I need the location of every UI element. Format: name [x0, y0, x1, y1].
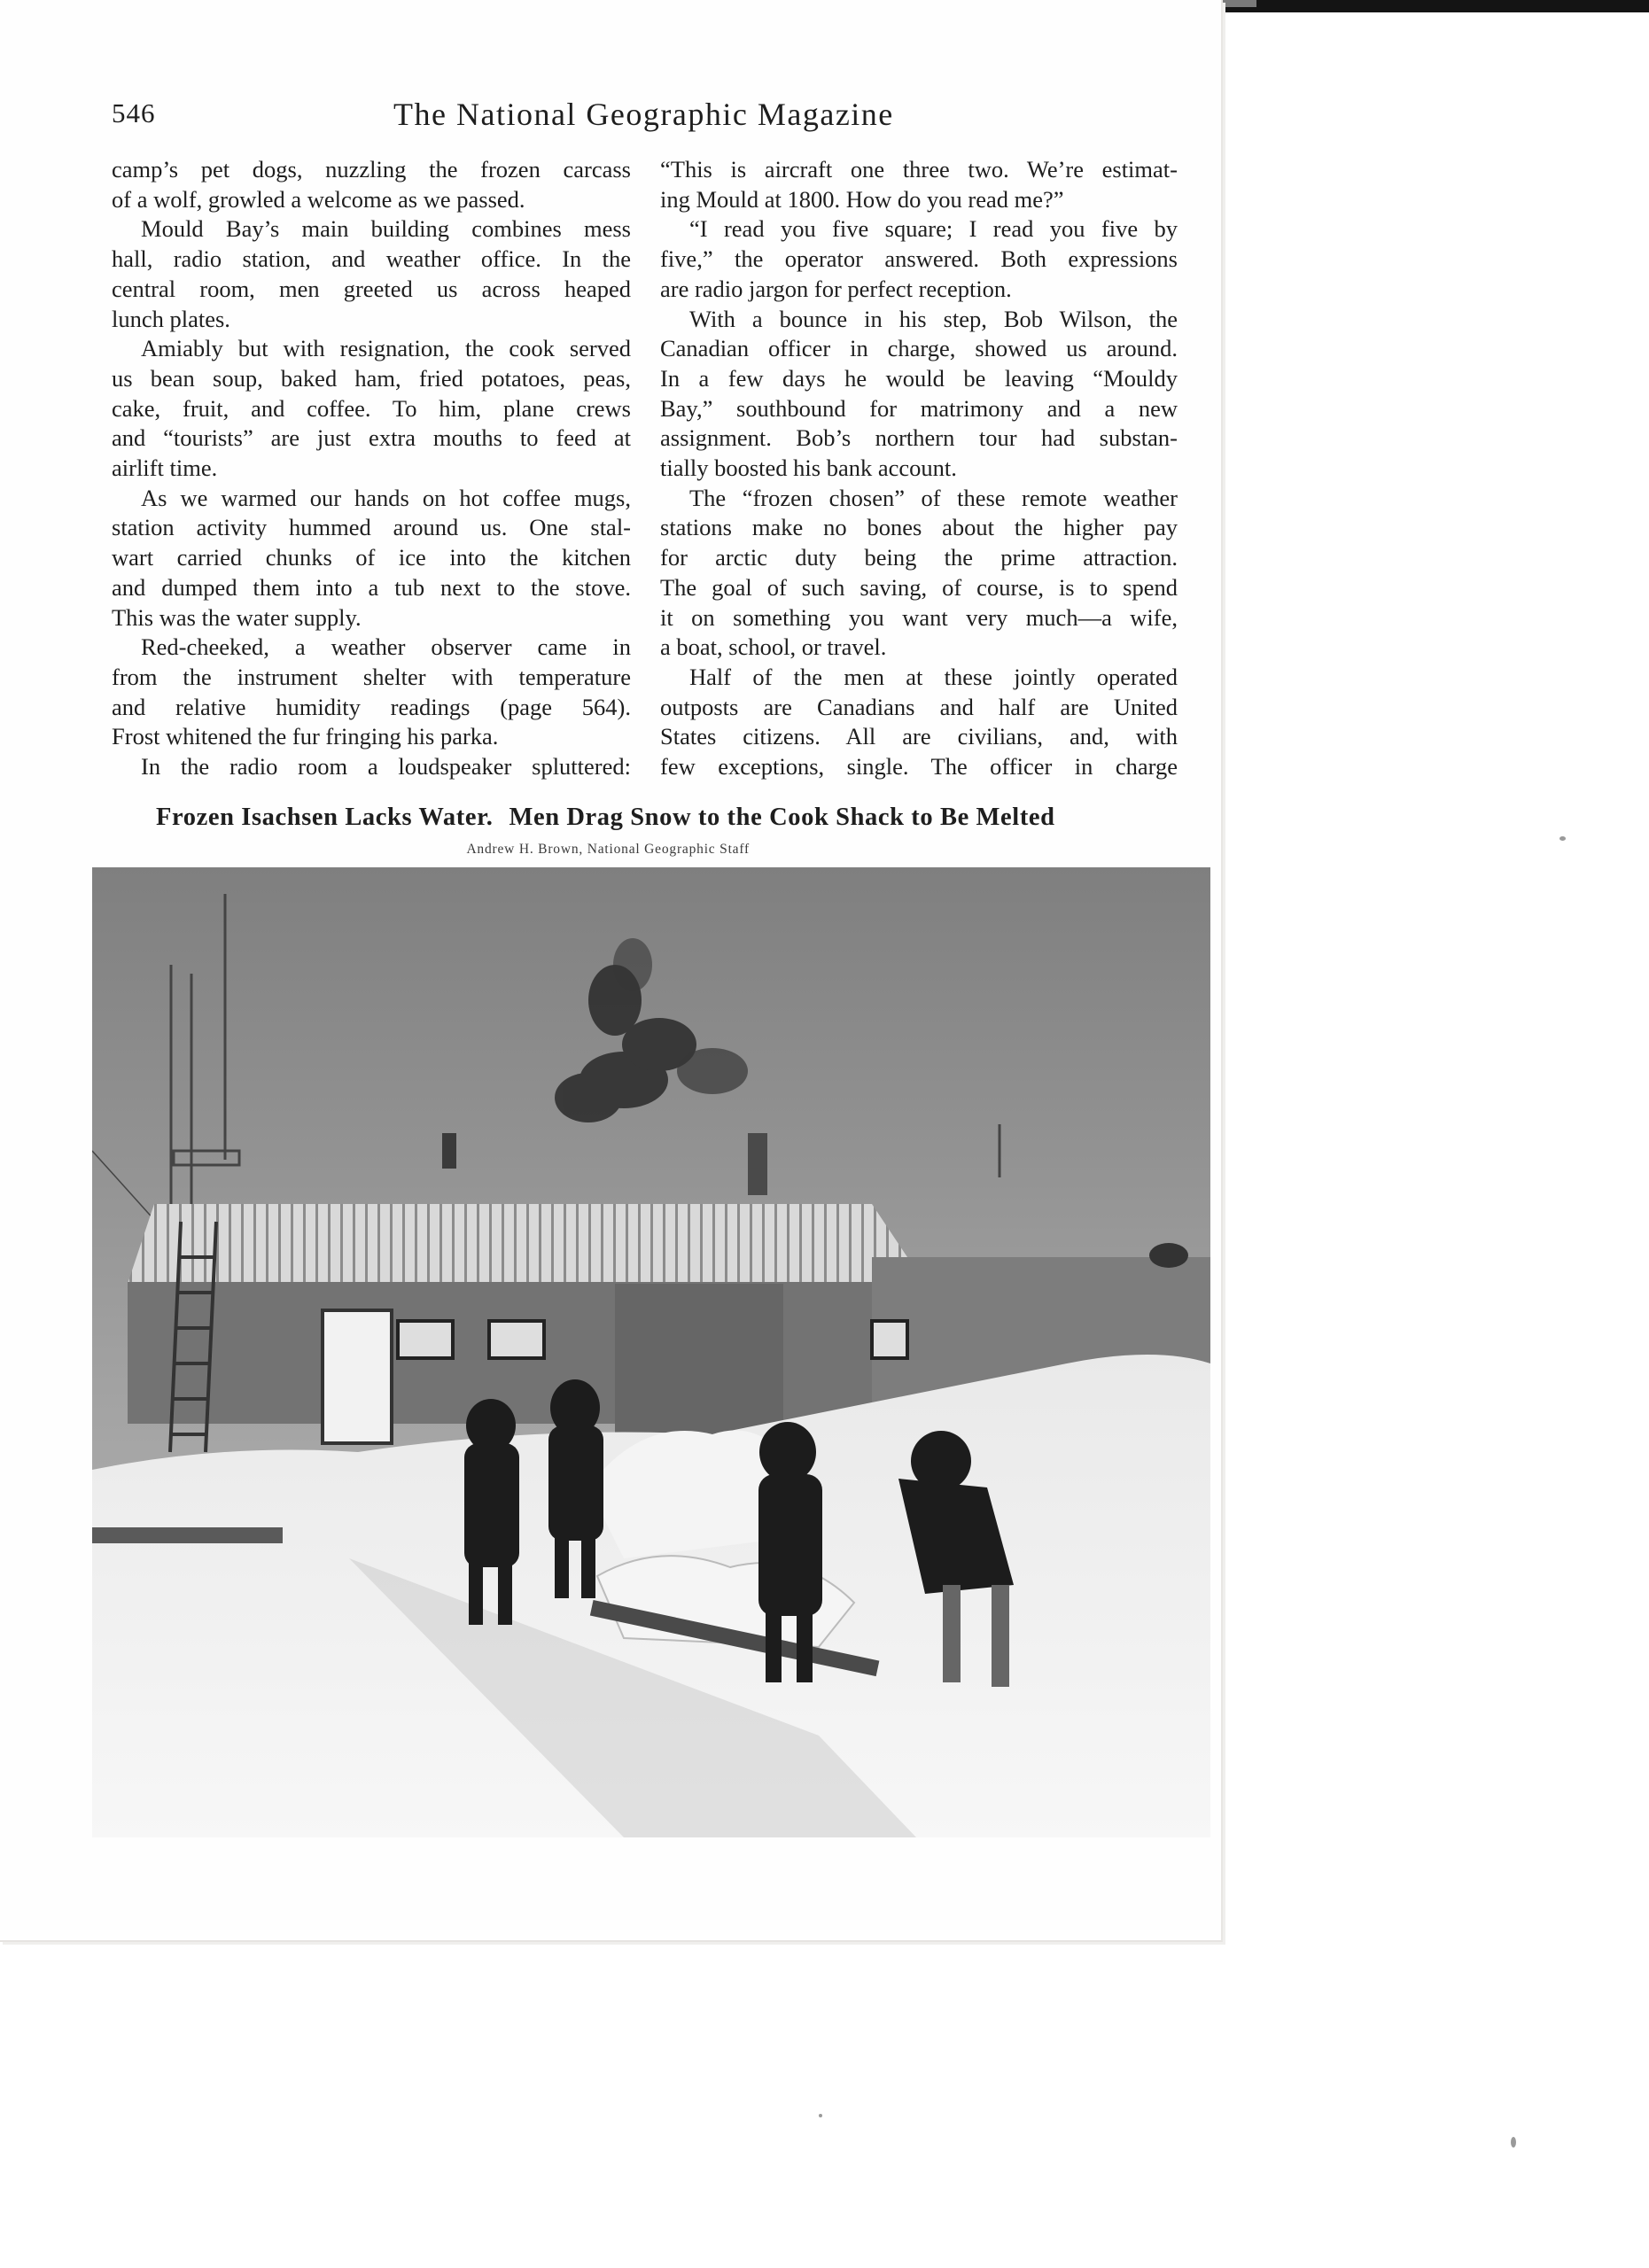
magazine-title: The National Geographic Magazine	[393, 97, 894, 132]
scanner-edge-notch	[1221, 0, 1256, 7]
caption-rest: Men Drag Snow to the Cook Shack to Be Melted	[509, 804, 1055, 831]
text-line: ing Mould at 1800. How do you read me?”	[660, 185, 1064, 213]
text-line: Frost whitened the fur fringing his parka.	[112, 723, 499, 750]
text-line: are radio jargon for perfect reception.	[660, 275, 1012, 302]
text-line: for arctic duty being the prime attraction.	[660, 544, 1178, 571]
text-line: Amiably but with resignation, the cook served	[141, 335, 631, 362]
photo-illustration	[92, 867, 1210, 1837]
text-line: tially boosted his bank account.	[660, 454, 957, 482]
text-line: This was the water supply.	[112, 603, 362, 631]
roof	[128, 1204, 925, 1284]
scan-speck	[1560, 836, 1566, 841]
text-line: Mould Bay’s main building combines mess	[141, 215, 631, 243]
stovepipe-right	[748, 1133, 767, 1195]
text-line: In a few days he would be leaving “Mouldy	[660, 364, 1178, 392]
text-line: Bay,” southbound for matrimony and a new	[660, 394, 1178, 422]
scan-speck	[1511, 2137, 1516, 2148]
text-line: us bean soup, baked ham, fried potatoes, peas,	[112, 364, 631, 392]
photograph	[92, 867, 1210, 1837]
stovepipe-left	[442, 1133, 456, 1169]
text-line: stations make no bones about the higher pay	[660, 514, 1178, 541]
text-line: station activity hummed around us. One stal-	[112, 514, 631, 541]
text-line: airlift time.	[112, 454, 218, 482]
text-line: In the radio room a loudspeaker spluttered:	[141, 753, 631, 781]
photo-credit: Andrew H. Brown, National Geographic Staff	[466, 842, 750, 857]
text-line: and “tourists” are just extra mouths to feed at	[112, 424, 631, 452]
text-line: As we warmed our hands on hot coffee mugs,	[141, 484, 631, 511]
dog-on-roof	[1149, 1243, 1188, 1268]
text-line: five,” the operator answered. Both expressions	[660, 245, 1178, 273]
text-line: and dumped them into a tub next to the stove.	[112, 573, 631, 601]
photo-caption	[156, 804, 1134, 832]
text-line: central room, men greeted us across heaped	[112, 275, 631, 302]
scanner-edge	[1221, 0, 1649, 12]
doorway	[323, 1310, 392, 1443]
caption-lead: Frozen Isachsen Lacks Water.	[156, 804, 494, 831]
text-line: it on something you want very much—a wife,	[660, 603, 1178, 631]
text-line: Red-cheeked, a weather observer came in	[141, 633, 631, 661]
text-line: Half of the men at these jointly operated	[689, 663, 1178, 690]
text-line: assignment. Bob’s northern tour had substan-	[660, 424, 1178, 452]
text-line: cake, fruit, and coffee. To him, plane crews	[112, 394, 631, 422]
text-line: Canadian officer in charge, showed us around.	[660, 335, 1178, 362]
text-line: hall, radio station, and weather office. In the	[112, 245, 631, 273]
text-line: from the instrument shelter with temperature	[112, 663, 631, 690]
text-line: lunch plates.	[112, 305, 230, 332]
text-line: few exceptions, single. The officer in charge	[660, 753, 1178, 781]
text-line: The “frozen chosen” of these remote weather	[689, 484, 1178, 511]
text-line: a boat, school, or travel.	[660, 633, 887, 661]
text-line: “This is aircraft one three two. We’re estimat-	[660, 156, 1178, 183]
text-line: With a bounce in his step, Bob Wilson, the	[689, 305, 1178, 332]
text-line: outposts are Canadians and half are United	[660, 693, 1178, 720]
text-line: wart carried chunks of ice into the kitchen	[112, 544, 631, 571]
text-line: and relative humidity readings (page 564).	[112, 693, 631, 720]
text-line: States citizens. All are civilians, and, with	[660, 723, 1178, 750]
text-line: The goal of such saving, of course, is to spend	[660, 573, 1178, 601]
left-text-column	[112, 155, 631, 782]
text-line: camp’s pet dogs, nuzzling the frozen carcass	[112, 156, 631, 183]
sled-left	[92, 1527, 283, 1543]
right-text-column	[660, 155, 1178, 782]
text-line: of a wolf, growled a welcome as we passed.	[112, 185, 525, 213]
cook-shack-annex	[615, 1284, 783, 1434]
text-line: “I read you five square; I read you five by	[689, 215, 1178, 243]
page-number: 546	[112, 97, 156, 128]
scan-speck	[819, 2114, 822, 2117]
